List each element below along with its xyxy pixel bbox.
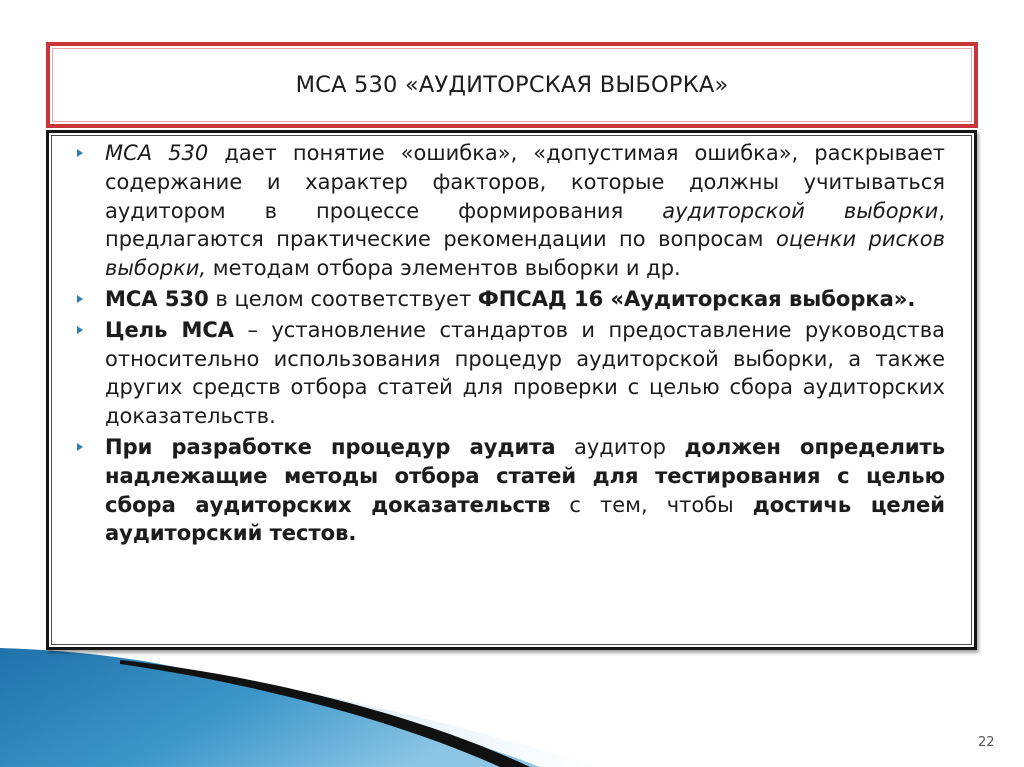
bullet-item-4 <box>77 433 945 548</box>
bullet-arrow-icon <box>77 443 83 451</box>
bullet-arrow-icon <box>77 149 83 157</box>
bullet-4-part-1: При разработке процедур аудита <box>105 434 556 459</box>
bullet-arrow-icon <box>77 326 83 334</box>
bullet-1-part-2: дает понятие «ошибка», «допустимая ошибка», раскрывает содержание и характер факторов, которые должны учитываться аудитором в процессе формирования <box>105 141 946 223</box>
bullet-2-part-1: МСА 530 <box>105 286 209 311</box>
content-box <box>46 130 977 650</box>
bullet-arrow-icon <box>77 295 83 303</box>
title-box <box>46 42 978 128</box>
bullet-item-1 <box>77 139 945 283</box>
bullet-3-part-2: – установление стандартов и предоставление руководства относительно использования процедур аудиторской выборки, а также других средств отбора статей для проверки с целью сбора аудиторских доказательств. <box>105 317 945 429</box>
bullet-1-part-5: оценки рисков выборки, <box>105 227 945 281</box>
bullet-2-part-3: ФПСАД 16 «Аудиторская выборка». <box>477 286 916 311</box>
bullet-4-part-5: достичь целей аудиторский тестов. <box>105 492 946 546</box>
bullet-4-part-4: с тем, чтобы <box>550 492 753 517</box>
bullet-3-part-1: Цель МСА <box>105 317 235 342</box>
bullet-4-part-3: должен определить надлежащие методы отбора статей для тестирования с целью сбора аудиторских доказательств <box>105 434 945 517</box>
bullet-4-part-2: аудитор <box>555 434 685 459</box>
bullet-list <box>77 139 945 550</box>
slide-title: МСА 530 «АУДИТОРСКАЯ ВЫБОРКА» <box>295 72 729 98</box>
page-number: 22 <box>978 735 995 750</box>
bullet-1-part-1: МСА 530 <box>105 141 209 165</box>
bullet-item-3 <box>77 316 945 431</box>
bullet-item-2 <box>77 285 945 314</box>
bullet-1-part-3: аудиторской выборки <box>662 198 939 223</box>
bullet-1-part-6: методам отбора элементов выборки и др. <box>206 256 681 281</box>
bullet-2-part-2: в целом соответствует <box>208 286 478 311</box>
bullet-1-part-4: , предлагаются практические рекомендации по вопросам <box>105 198 945 252</box>
